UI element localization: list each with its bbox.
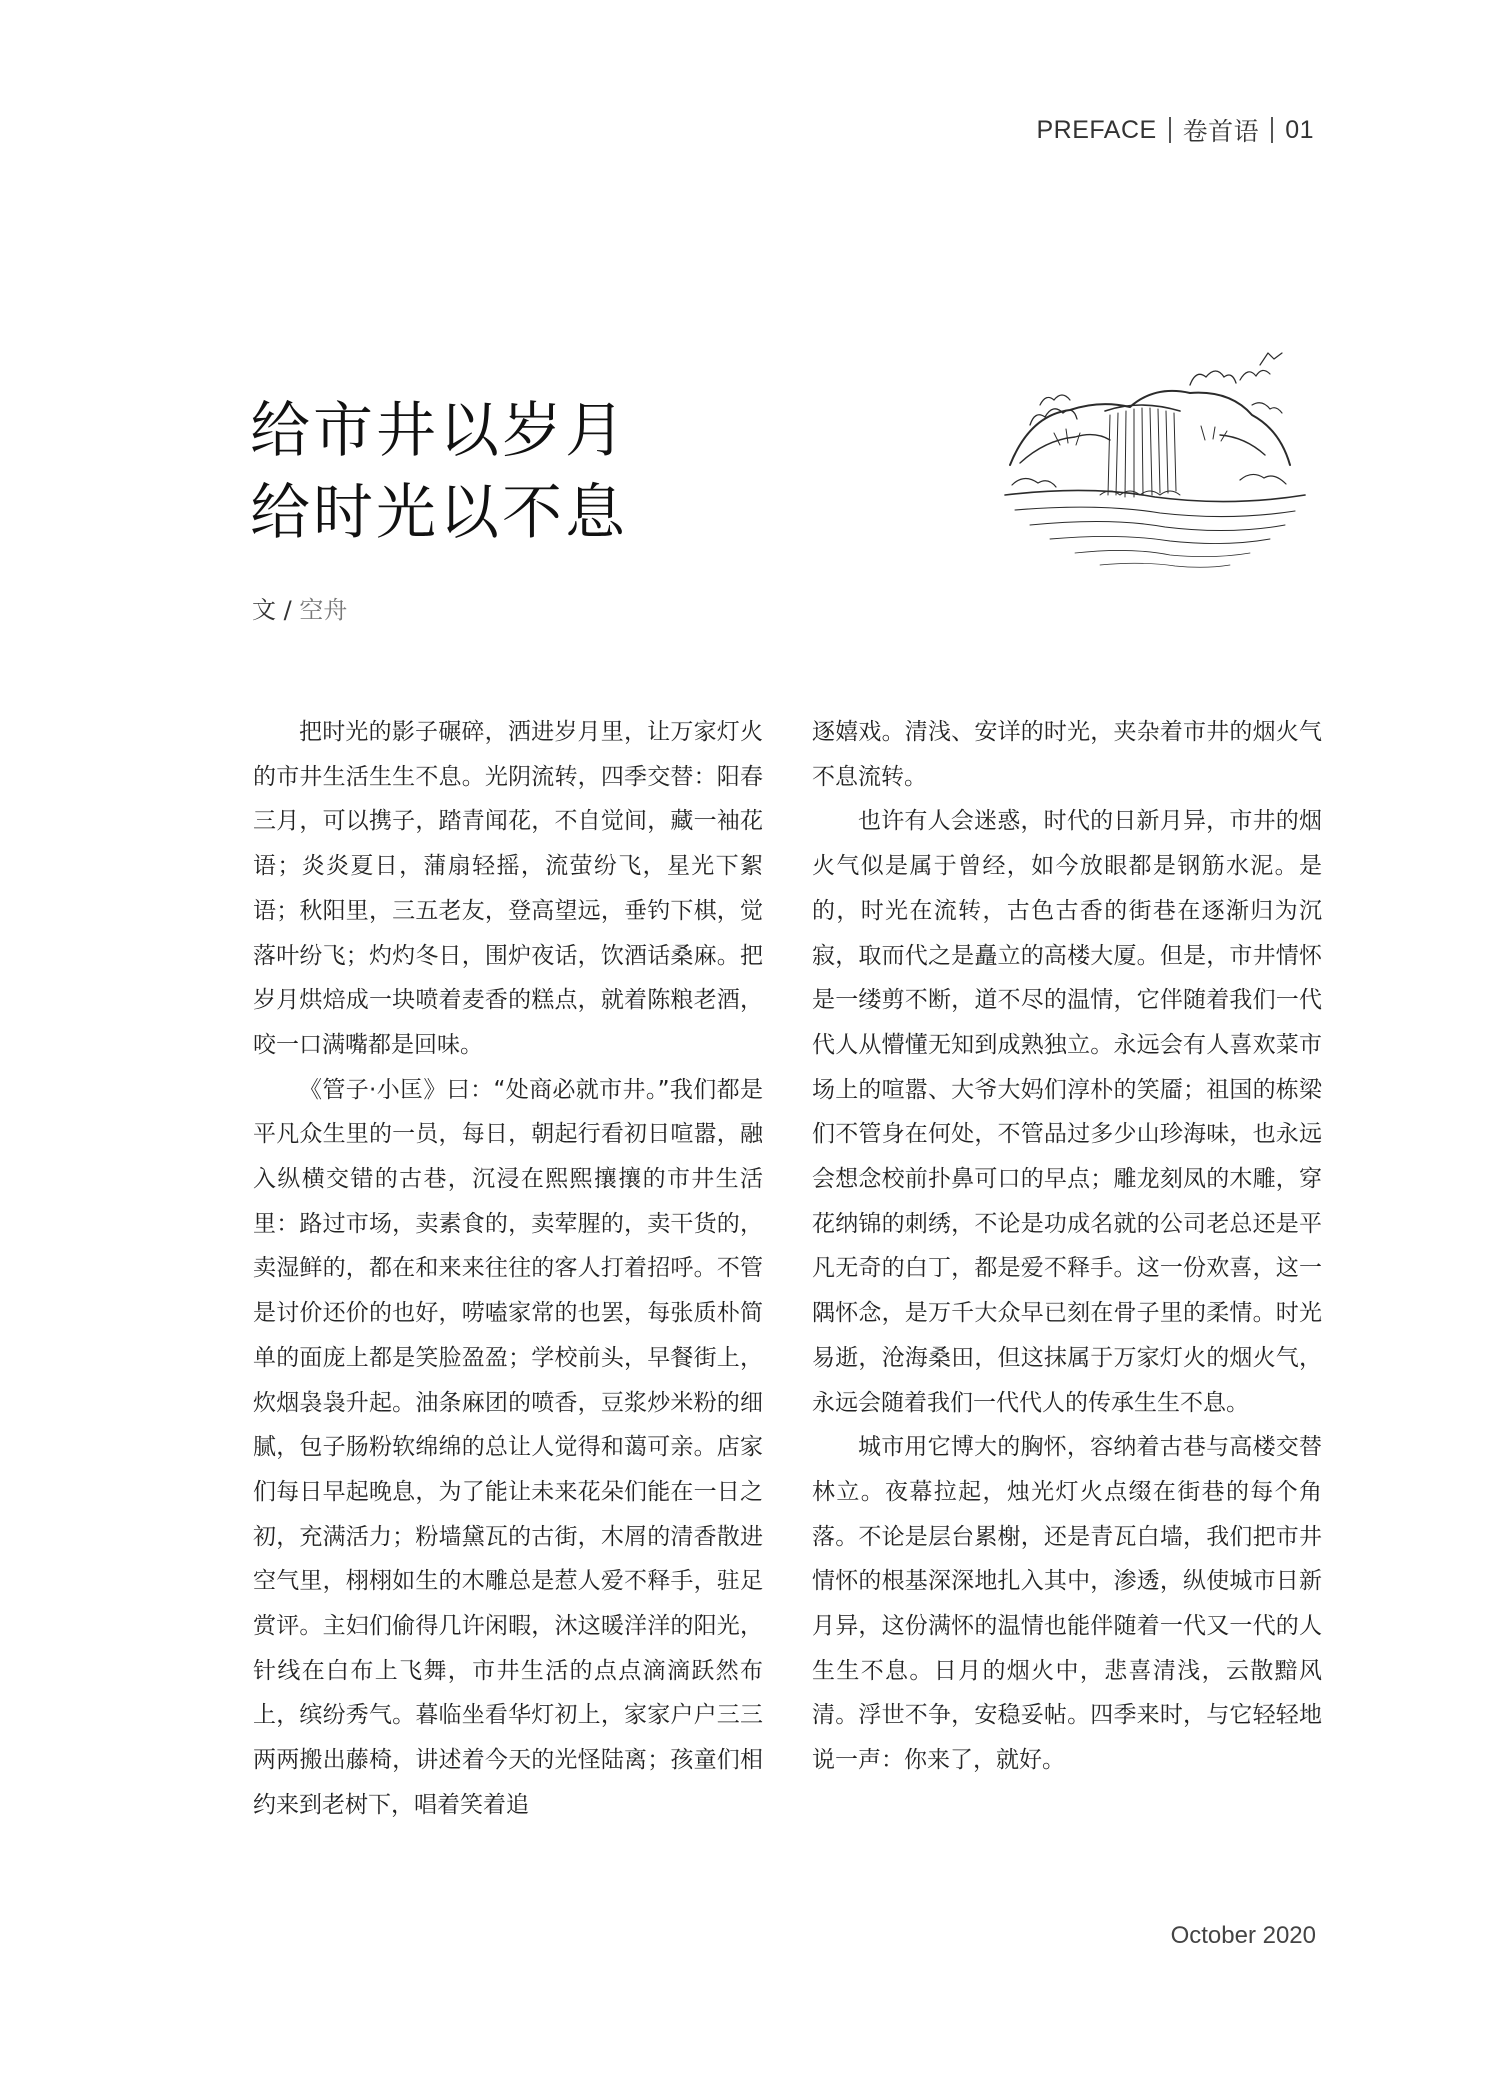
title-line-2: 给时光以不息 <box>250 478 628 548</box>
body-column-left <box>253 710 763 1828</box>
author-name: 空舟 <box>299 596 348 624</box>
issue-date: October 2020 <box>1170 1922 1316 1949</box>
running-header <box>1036 112 1314 148</box>
article-title <box>250 390 628 554</box>
byline <box>252 590 347 625</box>
byline-prefix: 文 / <box>252 596 292 624</box>
section-label-en: PREFACE <box>1036 115 1157 144</box>
section-label-cn: 卷首语 <box>1182 118 1260 146</box>
page-number: 01 <box>1285 115 1314 144</box>
title-line-1: 给市井以岁月 <box>250 396 628 466</box>
paragraph: 也许有人会迷惑，时代的日新月异，市井的烟火气似是属于曾经，如今放眼都是钢筋水泥。是的，时光在流转，古色古香的街巷在逐渐归为沉寂，取而代之是矗立的高楼大厦。但是，市井情怀是一缕剪不断，道不尽的温情，它伴随着我们一代代人从懵懂无知到成熟独立。永远会有人喜欢菜市场上的喧嚣、大爷大妈们淳朴的笑靥；祖国的栋梁们不管身在何处，不管品过多少山珍海味，也永远会想念校前扑鼻可口的早点；雕龙刻凤的木雕，穿花纳锦的刺绣，不论是功成名就的公司老总还是平凡无奇的白丁，都是爱不释手。这一份欢喜，这一隅怀念，是万千大众早已刻在骨子里的柔情。时光易逝，沧海桑田，但这抹属于万家灯火的烟火气，永远会随着我们一代代人的传承生生不息。 <box>812 808 1322 1416</box>
paragraph: 《管子·小匡》曰：“处商必就市井。”我们都是平凡众生里的一员，每日，朝起行看初日喧嚣，融入纵横交错的古巷，沉浸在熙熙攘攘的市井生活里：路过市场，卖素食的，卖荤腥的，卖干货的，卖湿鲜的，都在和来来往往的客人打着招呼。不管是讨价还价的也好，唠嗑家常的也罢，每张质朴简单的面庞上都是笑脸盈盈；学校前头，早餐街上，炊烟袅袅升起。油条麻团的喷香，豆浆炒米粉的细腻，包子肠粉软绵绵的总让人觉得和蔼可亲。店家们每日早起晚息，为了能让未来花朵们能在一日之初，充满活力；粉墙黛瓦的古街，木屑的清香散进空气里，栩栩如生的木雕总是惹人爱不释手，驻足赏评。主妇们偷得几许闲暇，沐这暖洋洋的阳光，针线在白布上飞舞，市井生活的点点滴滴跃然布上，缤纷秀气。暮临坐看华灯初上，家家户户三三两两搬出藤椅，讲述着今天的光怪陆离；孩童们相约来到老树下，唱着笑着追 <box>253 1076 763 1818</box>
paragraph-continuation: 逐嬉戏。清浅、安详的时光，夹杂着市井的烟火气不息流转。 <box>812 719 1322 790</box>
paragraph: 把时光的影子碾碎，洒进岁月里，让万家灯火的市井生活生生不息。光阴流转，四季交替：阳春三月，可以携子，踏青闻花，不自觉间，藏一袖花语；炎炎夏日，蒲扇轻摇，流萤纷飞，星光下絮语；秋阳里，三五老友，登高望远，垂钓下棋，觉落叶纷飞；灼灼冬日，围炉夜话，饮酒话桑麻。把岁月烘焙成一块喷着麦香的糕点，就着陈粮老酒，咬一口满嘴都是回味。 <box>253 719 763 1058</box>
body-column-right <box>812 710 1322 1783</box>
waterfall-sketch-icon <box>990 345 1320 575</box>
header-divider <box>1169 117 1171 143</box>
paragraph: 城市用它博大的胸怀，容纳着古巷与高楼交替林立。夜幕拉起，烛光灯火点缀在街巷的每个角落。不论是层台累榭，还是青瓦白墙，我们把市井情怀的根基深深地扎入其中，渗透，纵使城市日新月异，这份满怀的温情也能伴随着一代又一代的人生生不息。日月的烟火中，悲喜清浅，云散黯风清。浮世不争，安稳妥帖。四季来时，与它轻轻地说一声：你来了，就好。 <box>812 1434 1322 1774</box>
header-divider <box>1271 117 1273 143</box>
